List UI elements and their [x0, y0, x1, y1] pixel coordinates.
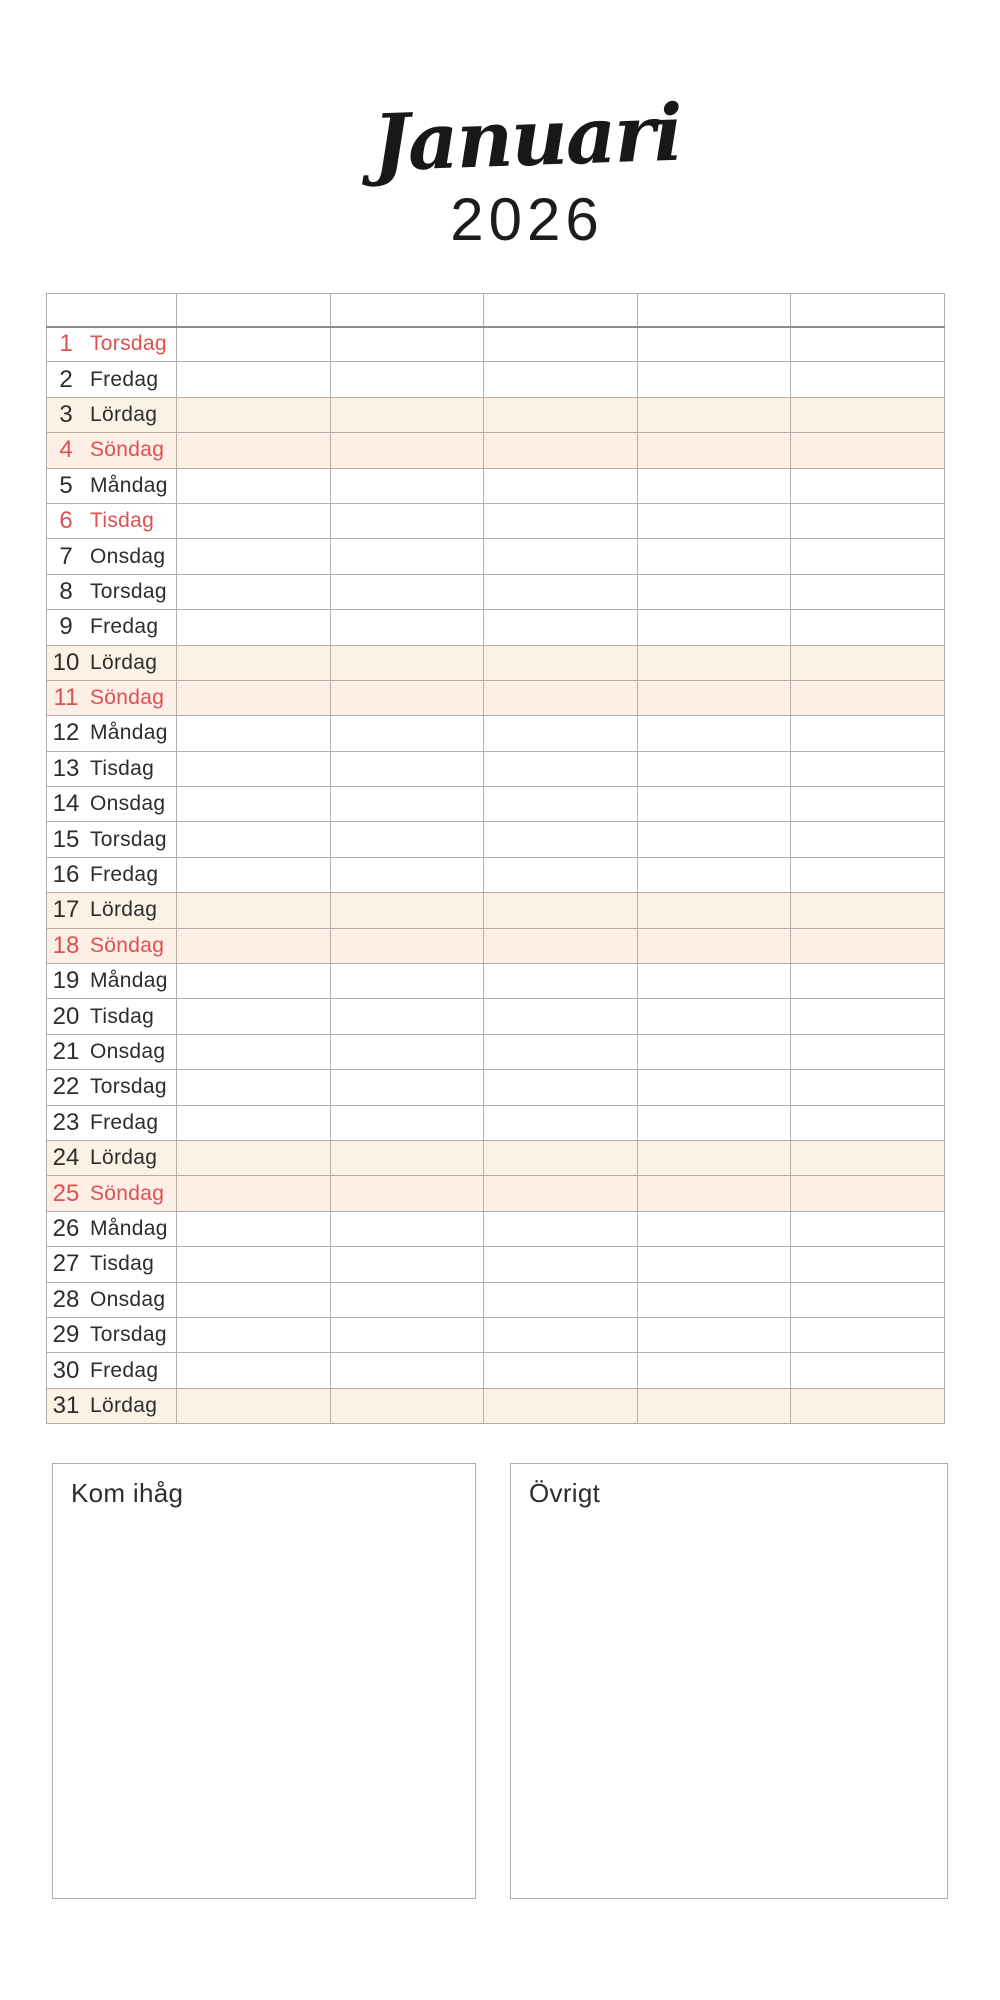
note-cell: [484, 574, 638, 609]
note-cell: [330, 1070, 484, 1105]
note-header-cell: [177, 294, 331, 327]
note-cell: [637, 1070, 791, 1105]
day-cell: [47, 433, 177, 468]
note-cell: [177, 1388, 331, 1423]
day-number: 13: [52, 754, 80, 782]
calendar-header-row: [47, 294, 945, 327]
day-row-25: [47, 1176, 945, 1211]
day-row-20: [47, 999, 945, 1034]
day-name: Lördag: [90, 1146, 158, 1170]
day-cell: [47, 964, 177, 999]
note-cell: [330, 1034, 484, 1069]
note-cell: [791, 822, 945, 857]
day-cell: [47, 362, 177, 397]
day-cell: [47, 787, 177, 822]
note-cell: [484, 397, 638, 432]
day-cell: [47, 928, 177, 963]
day-cell: [47, 503, 177, 538]
day-number: 9: [59, 613, 73, 641]
day-row-16: [47, 857, 945, 892]
note-cell: [791, 468, 945, 503]
note-cell: [177, 1317, 331, 1352]
day-number: 22: [52, 1073, 80, 1101]
day-number: 7: [59, 542, 73, 570]
note-cell: [791, 1034, 945, 1069]
note-cell: [791, 928, 945, 963]
note-cell: [330, 822, 484, 857]
note-cell: [791, 539, 945, 574]
day-row-3: [47, 397, 945, 432]
day-number: 1: [59, 330, 73, 358]
note-cell: [637, 362, 791, 397]
note-cell: [637, 1105, 791, 1140]
day-number: 20: [52, 1002, 80, 1030]
note-cell: [177, 928, 331, 963]
day-cell: [47, 610, 177, 645]
note-cell: [791, 999, 945, 1034]
day-number: 19: [52, 967, 80, 995]
day-name: Tisdag: [90, 756, 155, 780]
note-cell: [484, 610, 638, 645]
day-name: Söndag: [90, 933, 165, 957]
day-name: Måndag: [90, 721, 168, 745]
day-name: Onsdag: [90, 1040, 166, 1063]
day-cell: [47, 1353, 177, 1388]
note-cell: [637, 1282, 791, 1317]
note-cell: [177, 503, 331, 538]
note-cell: [484, 1070, 638, 1105]
day-number: 11: [53, 684, 79, 712]
note-cell: [637, 1176, 791, 1211]
day-cell: [47, 1070, 177, 1105]
note-cell: [484, 787, 638, 822]
note-cell: [177, 822, 331, 857]
day-cell: [47, 751, 177, 786]
note-cell: [637, 397, 791, 432]
day-row-4: [47, 433, 945, 468]
note-cell: [330, 1105, 484, 1140]
day-cell: [47, 1176, 177, 1211]
month-title: Januari: [371, 87, 683, 190]
note-cell: [637, 787, 791, 822]
note-cell: [637, 433, 791, 468]
note-cell: [484, 751, 638, 786]
day-row-13: [47, 751, 945, 786]
day-name: Torsdag: [90, 827, 167, 851]
note-cell: [484, 680, 638, 715]
day-cell: [47, 1211, 177, 1246]
note-cell: [637, 645, 791, 680]
note-cell: [330, 1176, 484, 1211]
note-cell: [177, 680, 331, 715]
note-cell: [177, 397, 331, 432]
note-cell: [177, 362, 331, 397]
note-cell: [791, 857, 945, 892]
note-cell: [177, 1211, 331, 1246]
note-cell: [330, 928, 484, 963]
note-cell: [177, 857, 331, 892]
kom-ihag-label: Kom ihåg: [71, 1478, 184, 1508]
note-cell: [637, 468, 791, 503]
day-number: 15: [52, 825, 80, 853]
note-cell: [177, 468, 331, 503]
note-cell: [484, 1388, 638, 1423]
note-cell: [791, 1070, 945, 1105]
day-name: Tisdag: [90, 1004, 155, 1028]
note-cell: [484, 857, 638, 892]
note-cell: [791, 1140, 945, 1175]
note-cell: [177, 1353, 331, 1388]
note-cell: [791, 893, 945, 928]
day-cell: [47, 1388, 177, 1423]
note-cell: [484, 928, 638, 963]
note-cell: [330, 397, 484, 432]
day-number: 12: [52, 719, 80, 747]
note-cell: [484, 1247, 638, 1282]
note-cell: [330, 787, 484, 822]
note-cell: [791, 327, 945, 362]
note-cell: [791, 1388, 945, 1423]
note-cell: [177, 645, 331, 680]
day-number: 26: [52, 1214, 80, 1242]
day-number: 2: [59, 365, 73, 393]
day-cell: [47, 680, 177, 715]
note-cell: [330, 1353, 484, 1388]
calendar-table: [46, 293, 945, 1424]
note-cell: [484, 539, 638, 574]
day-number: 16: [52, 861, 80, 889]
note-cell: [330, 574, 484, 609]
day-cell: [47, 1317, 177, 1352]
note-cell: [484, 1176, 638, 1211]
day-number: 3: [59, 400, 73, 428]
note-cell: [177, 1282, 331, 1317]
note-cell: [637, 610, 791, 645]
note-cell: [177, 574, 331, 609]
day-number: 24: [52, 1144, 80, 1172]
day-number: 4: [59, 436, 73, 464]
note-cell: [637, 999, 791, 1034]
note-cell: [330, 893, 484, 928]
note-cell: [330, 610, 484, 645]
note-cell: [177, 327, 331, 362]
note-cell: [791, 1317, 945, 1352]
note-cell: [791, 680, 945, 715]
day-number: 10: [52, 648, 80, 676]
note-cell: [637, 1388, 791, 1423]
day-name: Fredag: [90, 863, 159, 887]
note-cell: [177, 1247, 331, 1282]
note-cell: [791, 1176, 945, 1211]
day-number: 30: [52, 1356, 80, 1384]
note-cell: [791, 503, 945, 538]
year-title: 2026: [450, 185, 604, 253]
note-cell: [330, 716, 484, 751]
note-cell: [177, 1070, 331, 1105]
note-cell: [637, 857, 791, 892]
note-cell: [330, 1211, 484, 1246]
note-cell: [637, 539, 791, 574]
day-cell: [47, 822, 177, 857]
note-cell: [330, 503, 484, 538]
note-cell: [177, 751, 331, 786]
day-cell: [47, 857, 177, 892]
day-row-8: [47, 574, 945, 609]
day-name: Torsdag: [90, 1075, 167, 1099]
note-cell: [177, 433, 331, 468]
day-row-28: [47, 1282, 945, 1317]
note-cell: [791, 610, 945, 645]
day-number: 29: [52, 1321, 80, 1349]
note-cell: [791, 1247, 945, 1282]
day-name: Lördag: [90, 1393, 158, 1417]
note-cell: [484, 1211, 638, 1246]
day-header-cell: [47, 294, 177, 327]
day-row-10: [47, 645, 945, 680]
day-cell: [47, 893, 177, 928]
day-name: Lördag: [90, 898, 158, 922]
day-name: Måndag: [90, 473, 168, 497]
note-cell: [330, 327, 484, 362]
note-cell: [637, 1247, 791, 1282]
note-cell: [484, 327, 638, 362]
day-cell: [47, 1140, 177, 1175]
day-name: Söndag: [90, 686, 165, 710]
note-cell: [484, 645, 638, 680]
note-cell: [484, 1282, 638, 1317]
note-cell: [637, 928, 791, 963]
note-cell: [330, 433, 484, 468]
note-cell: [484, 999, 638, 1034]
note-cell: [791, 1211, 945, 1246]
note-cell: [177, 964, 331, 999]
title-block: [0, 87, 1000, 253]
note-cell: [484, 822, 638, 857]
note-cell: [791, 787, 945, 822]
note-cell: [177, 999, 331, 1034]
day-row-2: [47, 362, 945, 397]
note-cell: [637, 1140, 791, 1175]
kom-ihag-box: [52, 1463, 476, 1899]
note-cell: [791, 397, 945, 432]
day-number: 14: [52, 790, 80, 818]
day-number: 5: [59, 471, 73, 499]
note-cell: [330, 999, 484, 1034]
note-cell: [791, 362, 945, 397]
note-cell: [637, 680, 791, 715]
day-name: Tisdag: [90, 509, 155, 533]
day-row-9: [47, 610, 945, 645]
day-row-31: [47, 1388, 945, 1423]
note-cell: [484, 1140, 638, 1175]
note-cell: [330, 751, 484, 786]
note-cell: [330, 680, 484, 715]
note-cell: [484, 433, 638, 468]
note-cell: [791, 1105, 945, 1140]
note-cell: [484, 468, 638, 503]
day-name: Söndag: [90, 438, 165, 462]
day-cell: [47, 999, 177, 1034]
day-name: Onsdag: [90, 792, 166, 816]
note-cell: [637, 893, 791, 928]
day-row-19: [47, 964, 945, 999]
note-cell: [330, 468, 484, 503]
day-number: 18: [52, 931, 80, 959]
day-row-14: [47, 787, 945, 822]
day-row-21: [47, 1034, 945, 1069]
day-row-11: [47, 680, 945, 715]
note-cell: [484, 503, 638, 538]
note-cell: [177, 1105, 331, 1140]
note-cell: [484, 1105, 638, 1140]
note-cell: [484, 1317, 638, 1352]
day-name: Fredag: [90, 367, 159, 391]
note-cell: [637, 1034, 791, 1069]
note-cell: [177, 539, 331, 574]
note-cell: [791, 716, 945, 751]
day-number: 31: [52, 1391, 80, 1419]
note-cell: [177, 893, 331, 928]
day-number: 25: [52, 1179, 80, 1207]
day-row-23: [47, 1105, 945, 1140]
day-number: 27: [52, 1250, 80, 1278]
note-cell: [330, 539, 484, 574]
note-cell: [484, 964, 638, 999]
note-cell: [484, 1034, 638, 1069]
note-cell: [637, 751, 791, 786]
day-cell: [47, 468, 177, 503]
day-row-7: [47, 539, 945, 574]
note-cell: [637, 1353, 791, 1388]
day-cell: [47, 574, 177, 609]
note-cell: [791, 964, 945, 999]
note-header-cell: [637, 294, 791, 327]
day-number: 17: [52, 896, 80, 924]
day-name: Lördag: [90, 402, 158, 426]
ovrigt-label: Övrigt: [529, 1478, 601, 1508]
day-name: Tisdag: [90, 1252, 155, 1276]
note-cell: [177, 716, 331, 751]
day-number: 8: [59, 577, 73, 605]
day-cell: [47, 1034, 177, 1069]
day-name: Lördag: [90, 650, 158, 674]
note-cell: [177, 1034, 331, 1069]
day-cell: [47, 327, 177, 362]
day-number: 6: [59, 507, 73, 535]
note-cell: [637, 1317, 791, 1352]
day-cell: [47, 1282, 177, 1317]
day-cell: [47, 539, 177, 574]
note-cell: [637, 964, 791, 999]
day-row-1: [47, 327, 945, 362]
day-name: Måndag: [90, 1216, 168, 1240]
day-row-27: [47, 1247, 945, 1282]
day-row-6: [47, 503, 945, 538]
note-cell: [330, 1317, 484, 1352]
day-row-22: [47, 1070, 945, 1105]
day-name: Fredag: [90, 1110, 159, 1134]
note-cell: [637, 574, 791, 609]
note-cell: [330, 362, 484, 397]
note-cell: [484, 893, 638, 928]
ovrigt-box: [510, 1463, 948, 1899]
day-name: Söndag: [90, 1181, 165, 1205]
note-cell: [791, 574, 945, 609]
day-row-24: [47, 1140, 945, 1175]
note-cell: [484, 362, 638, 397]
day-cell: [47, 716, 177, 751]
note-header-cell: [791, 294, 945, 327]
day-name: Onsdag: [90, 1287, 166, 1311]
day-cell: [47, 397, 177, 432]
note-cell: [637, 1211, 791, 1246]
day-row-29: [47, 1317, 945, 1352]
note-cell: [330, 857, 484, 892]
day-row-18: [47, 928, 945, 963]
note-header-cell: [484, 294, 638, 327]
note-cell: [330, 1247, 484, 1282]
day-cell: [47, 1247, 177, 1282]
note-cell: [484, 716, 638, 751]
note-cell: [330, 645, 484, 680]
note-cell: [637, 716, 791, 751]
day-row-17: [47, 893, 945, 928]
note-cell: [637, 327, 791, 362]
day-number: 28: [52, 1285, 80, 1313]
day-row-12: [47, 716, 945, 751]
day-cell: [47, 645, 177, 680]
note-cell: [177, 1176, 331, 1211]
note-cell: [791, 751, 945, 786]
day-name: Måndag: [90, 969, 168, 993]
day-name: Fredag: [90, 615, 159, 639]
note-cell: [330, 964, 484, 999]
day-row-30: [47, 1353, 945, 1388]
note-cell: [791, 433, 945, 468]
note-cell: [330, 1388, 484, 1423]
note-cell: [637, 503, 791, 538]
note-cell: [791, 645, 945, 680]
note-cell: [484, 1353, 638, 1388]
day-cell: [47, 1105, 177, 1140]
note-cell: [791, 1353, 945, 1388]
day-row-5: [47, 468, 945, 503]
day-name: Torsdag: [90, 332, 167, 356]
day-name: Onsdag: [90, 544, 166, 568]
note-cell: [330, 1140, 484, 1175]
note-cell: [637, 822, 791, 857]
note-cell: [177, 1140, 331, 1175]
day-row-15: [47, 822, 945, 857]
note-header-cell: [330, 294, 484, 327]
note-cell: [177, 610, 331, 645]
note-cell: [177, 787, 331, 822]
day-number: 23: [52, 1108, 80, 1136]
day-name: Torsdag: [90, 579, 167, 603]
note-cell: [330, 1282, 484, 1317]
day-name: Torsdag: [90, 1323, 167, 1347]
note-cell: [791, 1282, 945, 1317]
day-number: 21: [52, 1038, 80, 1065]
day-row-26: [47, 1211, 945, 1246]
day-name: Fredag: [90, 1358, 159, 1382]
